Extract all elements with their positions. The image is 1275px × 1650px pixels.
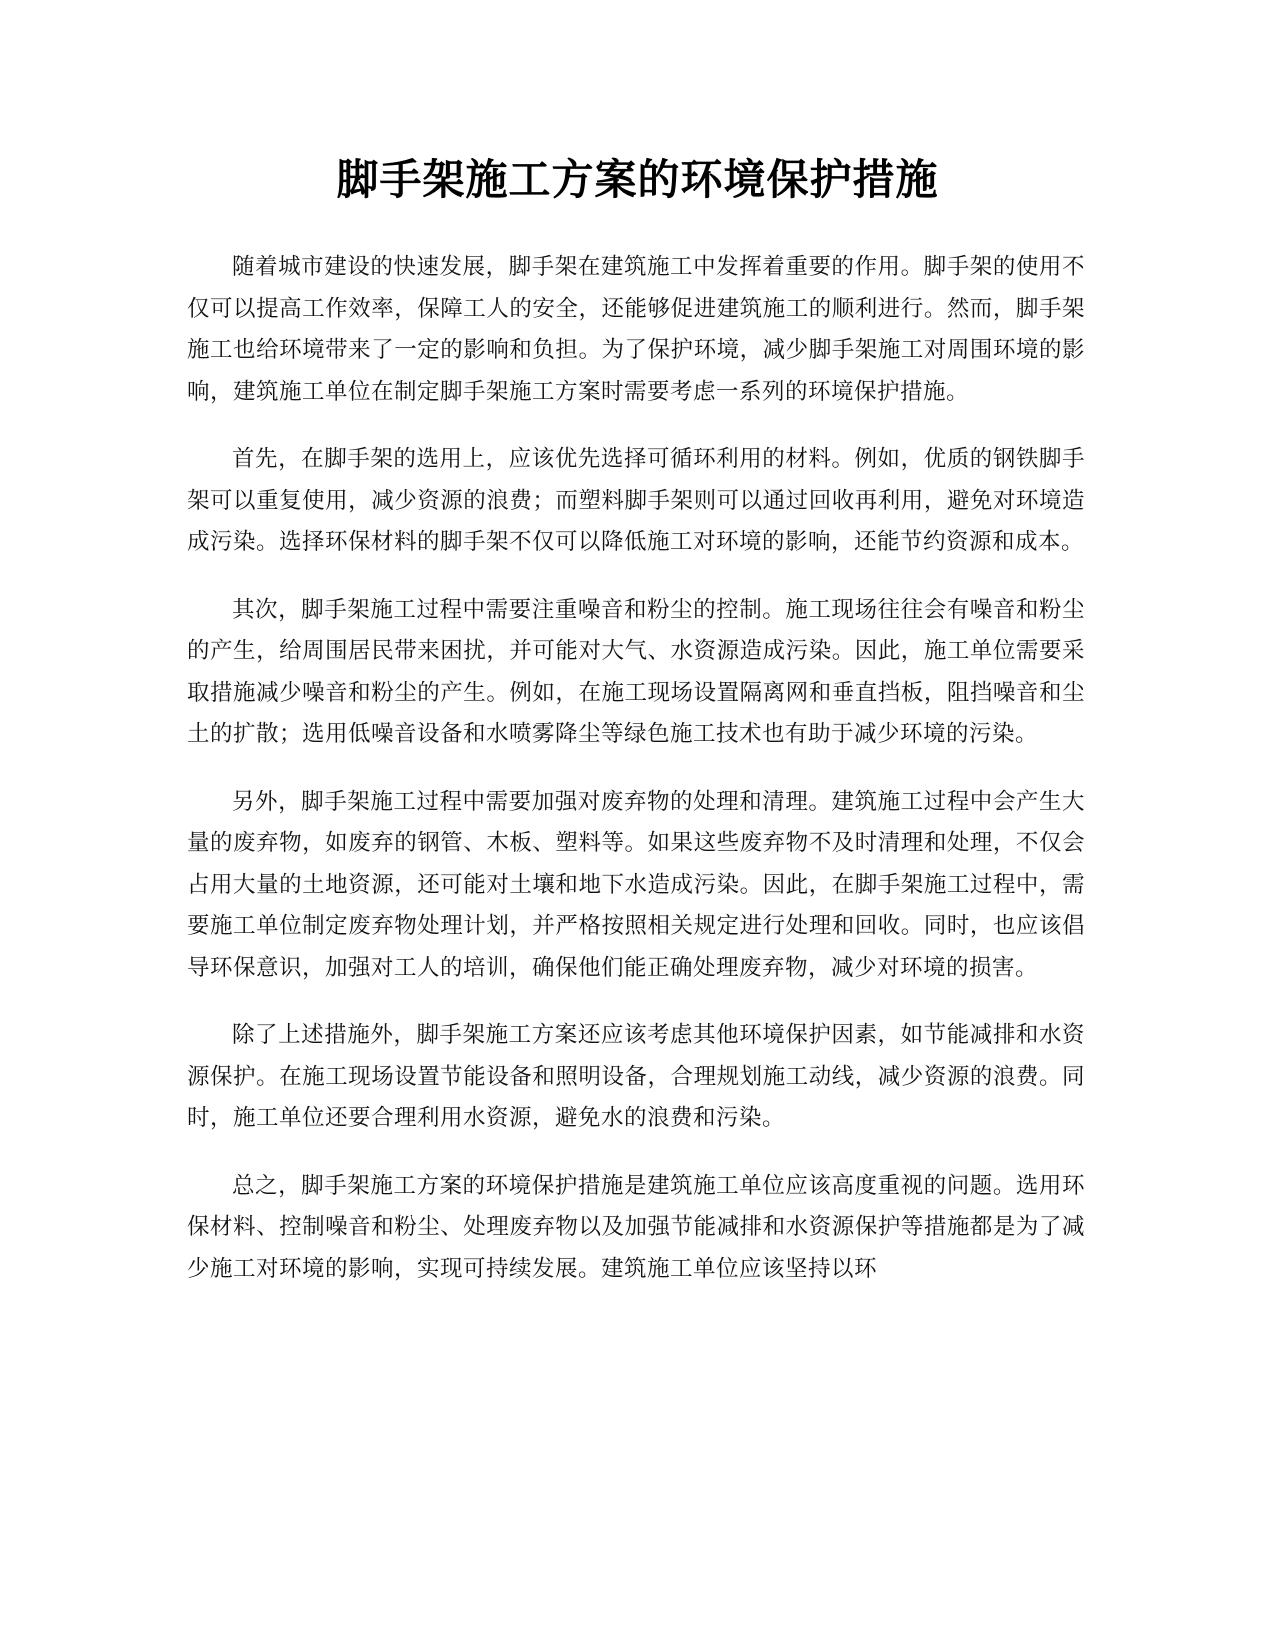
document-body	[187, 247, 1085, 1316]
paragraph-5: 除了上述措施外，脚手架施工方案还应该考虑其他环境保护因素，如节能减排和水资源保护。在施工现场设置节能设备和照明设备，合理规划施工动线，减少资源的浪费。同时，施工单位还要合理利用水资源，避免水的浪费和污染。	[187, 1022, 1085, 1131]
paragraph-3: 其次，脚手架施工过程中需要注重噪音和粉尘的控制。施工现场往往会有噪音和粉尘的产生，给周围居民带来困扰，并可能对大气、水资源造成污染。因此，施工单位需要采取措施减少噪音和粉尘的产生。例如，在施工现场设置隔离网和垂直挡板，阻挡噪音和尘土的扩散；选用低噪音设备和水喷雾降尘等绿色施工技术也有助于减少环境的污染。	[187, 596, 1085, 747]
document-title: 脚手架施工方案的环境保护措施	[336, 155, 939, 204]
paragraph-2: 首先，在脚手架的选用上，应该优先选择可循环利用的材料。例如，优质的钢铁脚手架可以重复使用，减少资源的浪费；而塑料脚手架则可以通过回收再利用，避免对环境造成污染。选择环保材料的脚手架不仅可以降低施工对环境的影响，还能节约资源和成本。	[187, 446, 1085, 555]
paragraph-4: 另外，脚手架施工过程中需要加强对废弃物的处理和清理。建筑施工过程中会产生大量的废弃物，如废弃的钢管、木板、塑料等。如果这些废弃物不及时清理和处理，不仅会占用大量的土地资源，还可能对土壤和地下水造成污染。因此，在脚手架施工过程中，需要施工单位制定废弃物处理计划，并严格按照相关规定进行处理和回收。同时，也应该倡导环保意识，加强对工人的培训，确保他们能正确处理废弃物，减少对环境的损害。	[187, 788, 1085, 981]
paragraph-6: 总之，脚手架施工方案的环境保护措施是建筑施工单位应该高度重视的问题。选用环保材料、控制噪音和粉尘、处理废弃物以及加强节能减排和水资源保护等措施都是为了减少施工对环境的影响，实现可持续发展。建筑施工单位应该坚持以环	[187, 1172, 1085, 1282]
paragraph-1: 随着城市建设的快速发展，脚手架在建筑施工中发挥着重要的作用。脚手架的使用不仅可以提高工作效率，保障工人的安全，还能够促进建筑施工的顺利进行。然而，脚手架施工也给环境带来了一定的影响和负担。为了保护环境，减少脚手架施工对周围环境的影响，建筑施工单位在制定脚手架施工方案时需要考虑一系列的环境保护措施。	[187, 254, 1085, 405]
